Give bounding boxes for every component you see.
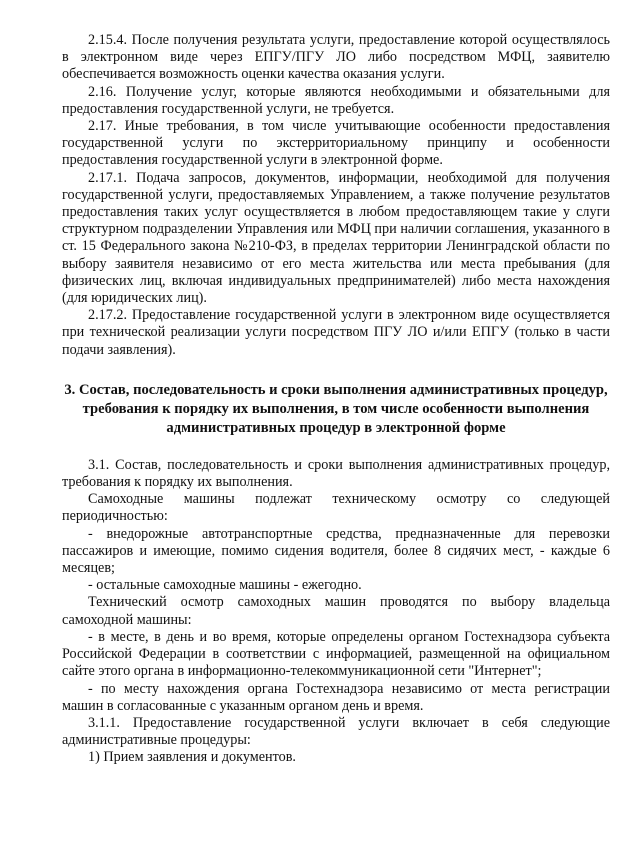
paragraph-periodicity: Самоходные машины подлежат техническому осмотру со следующей периодичностью:	[62, 491, 610, 525]
paragraph-3-1: 3.1. Состав, последовательность и сроки выполнения административных процедур, требования к порядку их выполнения.	[62, 456, 610, 491]
paragraph-inspection-choice: Технический осмотр самоходных машин проводятся по выбору владельца самоходной машины:	[62, 594, 610, 628]
paragraph-2-17-1: 2.17.1. Подача запросов, документов, информации, необходимой для получения государственной услуги, предоставляемых Управлением, а также получение результатов предоставления таких услуг осуществляется в любом предоставляющем такие у слуги структурном подразделении Управления или МФЦ при наличии соглашения, указанного в ст. 15 Федерального закона №210-ФЗ, в пределах территории Ленинградской области по выбору заявителя независимо от его места жительства или места пребывания (для физических лиц, включая индивидуальных предпринимателей) либо места нахождения (для юридических лиц).	[62, 169, 610, 307]
paragraph-2-15-4: 2.15.4. После получения результата услуги, предоставление которой осуществлялось в электронном виде через ЕПГУ/ПГУ ЛО либо посредством МФЦ, заявителю обеспечивается возможность оценки качества оказания услуги.	[62, 32, 610, 83]
paragraph-2-17: 2.17. Иные требования, в том числе учитывающие особенности предоставления государственной услуги по экстерриториальному принципу и особенности предоставления государственной услуги в электронной форме.	[62, 118, 610, 169]
list-item-offroad-vehicles: - внедорожные автотранспортные средства, предназначенные для перевозки пассажиров и имеющие, помимо сидения водителя, более 8 сидячих мест, - каждые 6 месяцев;	[62, 525, 610, 577]
list-item-place-date: - в месте, в день и во время, которые определены органом Гостехнадзора субъекта Российской Федерации в соответствии с информацией, размещенной на официальном сайте этого органа в информационно-телекоммуникационной сети "Интернет";	[62, 628, 610, 680]
list-item-other-machines: - остальные самоходные машины - ежегодно.	[88, 577, 362, 594]
list-item-procedure-1: 1) Прием заявления и документов.	[88, 749, 296, 766]
paragraph-2-16: 2.16. Получение услуг, которые являются необходимыми и обязательными для предоставления государственной услуги, не требуется.	[62, 83, 610, 117]
list-item-authority-location: - по месту нахождения органа Гостехнадзора независимо от места регистрации машин в согласованные с указанным органом день и время.	[62, 680, 610, 714]
paragraph-3-1-1: 3.1.1. Предоставление государственной услуги включает в себя следующие административные процедуры:	[62, 714, 610, 749]
section-3-heading: 3. Состав, последовательность и сроки выполнения административных процедур, требования к порядку их выполнения, в том числе особенности выполнения административных процедур в электронной форме	[64, 381, 608, 436]
paragraph-2-17-2: 2.17.2. Предоставление государственной услуги в электронном виде осуществляется при технической реализации услуги посредством ПГУ ЛО и/или ЕПГУ (только в части подачи заявления).	[62, 307, 610, 358]
